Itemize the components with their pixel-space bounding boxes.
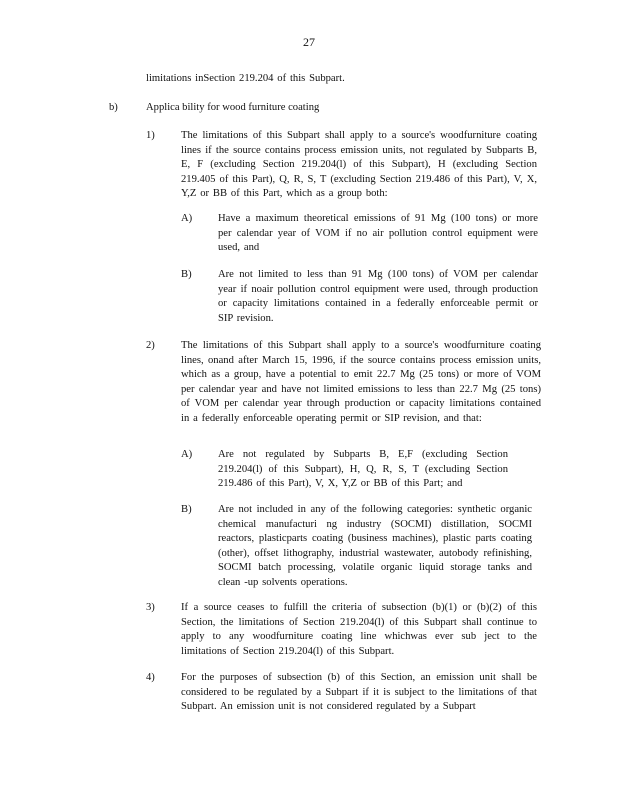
item-2b-text: Are not included in any of the following categories: synthetic organic chemical manufacturi ng industry (SOCMI) distillation, SOCMI reactors, plasticparts coating (business machines), plastic parts coating (other), offset lithography, industrial wastewater, autobody refinishing, SOCMI batch processing, volatile organic liquid storage tanks and clean -up solvents operations. [218, 504, 532, 588]
page-number: 27 [303, 35, 315, 49]
item-3-marker: 3) [146, 602, 155, 613]
section-b-heading: Applica bility for wood furniture coating [146, 102, 320, 113]
section-b-marker: b) [109, 102, 118, 113]
item-3-text: If a source ceases to fulfill the criteria of subsection (b)(1) or (b)(2) of this Section, the limitations of Section 219.204(l) of this Subpart shall continue to apply to any woodfurniture coating line whichwas ever sub ject to the limitations of Section 219.204(l) of this Subpart. [181, 602, 537, 657]
item-4-text: For the purposes of subsection (b) of this Section, an emission unit shall be considered to be regulated by a Subpart if it is subject to the limitations of that Subpart. An emission unit is not considered regulated by a Subpart [181, 672, 537, 713]
item-2-marker: 2) [146, 340, 155, 351]
intro-line: limitations inSection 219.204 of this Subpart. [146, 73, 345, 84]
item-1-text: The limitations of this Subpart shall apply to a source's woodfurniture coating lines if the source contains process emission units, not regulated by Subparts B, E, F (excluding Section 219.204(l) of this Subpart), H (excluding Section 219.405 of this Part), Q, R, S, T (excluding Section 219.486 of this Part), V, X, Y,Z or BB of this Part, which as a group both: [181, 130, 537, 200]
item-1b-marker: B) [181, 269, 192, 280]
item-2a-marker: A) [181, 449, 193, 460]
item-1b-text: Are not limited to less than 91 Mg (100 tons) of VOM per calendar year if noair pollution control equipment were used, through production or capacity limitations contained in a federally enforceable permit or SIP revision. [218, 269, 538, 324]
item-4-marker: 4) [146, 672, 155, 683]
item-1a-text: Have a maximum theoretical emissions of 91 Mg (100 tons) or more per calendar year of VOM if no air pollution control equipment were used, and [218, 213, 538, 254]
item-1a-marker: A) [181, 213, 193, 224]
item-2a-text: Are not regulated by Subparts B, E,F (excluding Section 219.204(l) of this Subpart), H, Q, R, S, T (excluding Section 219.486 of this Part), V, X, Y,Z or BB of this Part; and [218, 449, 508, 490]
item-2-text: The limitations of this Subpart shall apply to a source's woodfurniture coating lines, onand after March 15, 1996, if the source contains process emission units, which as a group, have a potential to emit 22.7 Mg (25 tons) or more of VOM per calendar year and have not limited emissions to less than 22.7 Mg (25 tons) of VOM per calendar year through production or capacity limitations contained in a federally enforceable operating permit or SIP revision, and that: [181, 340, 541, 424]
item-1-marker: 1) [146, 130, 155, 141]
item-2b-marker: B) [181, 504, 192, 515]
